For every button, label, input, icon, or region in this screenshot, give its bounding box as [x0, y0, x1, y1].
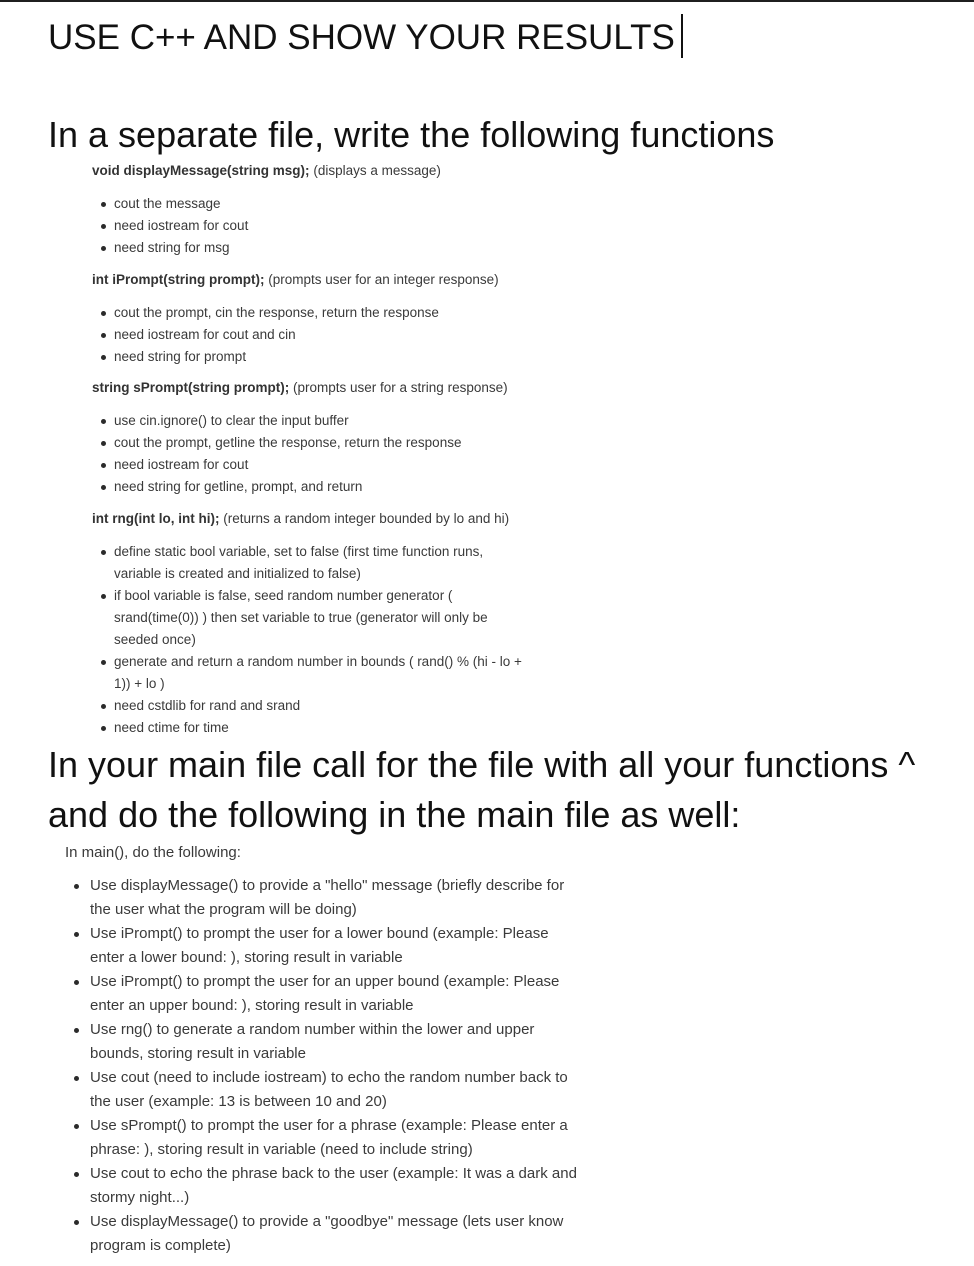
function-signature-line [92, 377, 572, 399]
list-item: Use displayMessage() to provide a "goodbye" message (lets user know program is complete) [65, 1210, 585, 1258]
function-bullets [92, 410, 572, 498]
function-bullets [92, 193, 572, 259]
list-item: cout the message [92, 193, 572, 215]
text-cursor [681, 14, 683, 58]
document-title-text: USE C++ AND SHOW YOUR RESULTS [48, 18, 675, 57]
function-signature-line [92, 269, 572, 291]
function-description: (displays a message) [313, 163, 441, 178]
function-iprompt [92, 269, 572, 368]
main-file-heading-line2: and do the following in the main file as well: [48, 794, 741, 835]
list-item: cout the prompt, cin the response, return the response [92, 302, 572, 324]
function-signature: void displayMessage(string msg); [92, 163, 310, 178]
main-instructions [65, 842, 585, 1258]
list-item: need iostream for cout and cin [92, 324, 572, 346]
list-item: need iostream for cout [92, 454, 572, 476]
main-intro: In main(), do the following: [65, 844, 241, 861]
function-signature-line [92, 160, 572, 182]
list-item: Use displayMessage() to provide a "hello" message (briefly describe for the user what the program will be doing) [65, 874, 585, 922]
function-display-message [92, 160, 572, 259]
document-title [48, 16, 683, 60]
list-item: need string for getline, prompt, and return [92, 476, 572, 498]
list-item: need string for msg [92, 237, 572, 259]
list-item: define static bool variable, set to false (first time function runs, variable is created and initialized to false) [92, 541, 532, 585]
function-signature-line [92, 508, 532, 530]
function-signature: int iPrompt(string prompt); [92, 272, 265, 287]
list-item: Use iPrompt() to prompt the user for a lower bound (example: Please enter a lower bound: ), storing result in variable [65, 922, 585, 970]
function-description: (prompts user for an integer response) [268, 272, 499, 287]
list-item: Use sPrompt() to prompt the user for a phrase (example: Please enter a phrase: ), storing result in variable (need to include string) [65, 1114, 585, 1162]
top-divider [0, 0, 974, 2]
list-item: Use rng() to generate a random number within the lower and upper bounds, storing result in variable [65, 1018, 585, 1066]
list-item: Use cout (need to include iostream) to echo the random number back to the user (example: 13 is between 10 and 20) [65, 1066, 585, 1114]
main-file-heading [48, 740, 915, 840]
function-sprompt [92, 377, 572, 498]
list-item: Use iPrompt() to prompt the user for an upper bound (example: Please enter an upper bound: ), storing result in variable [65, 970, 585, 1018]
function-bullets [92, 541, 532, 739]
list-item: use cin.ignore() to clear the input buffer [92, 410, 572, 432]
function-description: (returns a random integer bounded by lo and hi) [223, 511, 510, 526]
list-item: need ctime for time [92, 717, 532, 739]
list-item: need string for prompt [92, 346, 572, 368]
function-bullets [92, 302, 572, 368]
main-bullets [65, 874, 585, 1258]
list-item: Use cout to echo the phrase back to the user (example: It was a dark and stormy night...) [65, 1162, 585, 1210]
main-file-heading-line1: In your main file call for the file with all your functions ^ [48, 744, 916, 785]
list-item: generate and return a random number in bounds ( rand() % (hi - lo + 1)) + lo ) [92, 651, 532, 695]
function-description: (prompts user for a string response) [293, 380, 508, 395]
function-rng [92, 508, 532, 739]
list-item: need cstdlib for rand and srand [92, 695, 532, 717]
list-item: cout the prompt, getline the response, return the response [92, 432, 572, 454]
functions-heading: In a separate file, write the following functions [48, 114, 775, 155]
function-signature: string sPrompt(string prompt); [92, 380, 290, 395]
list-item: need iostream for cout [92, 215, 572, 237]
function-signature: int rng(int lo, int hi); [92, 511, 220, 526]
list-item: if bool variable is false, seed random number generator ( srand(time(0)) ) then set variable to true (generator will only be seeded once) [92, 585, 532, 651]
